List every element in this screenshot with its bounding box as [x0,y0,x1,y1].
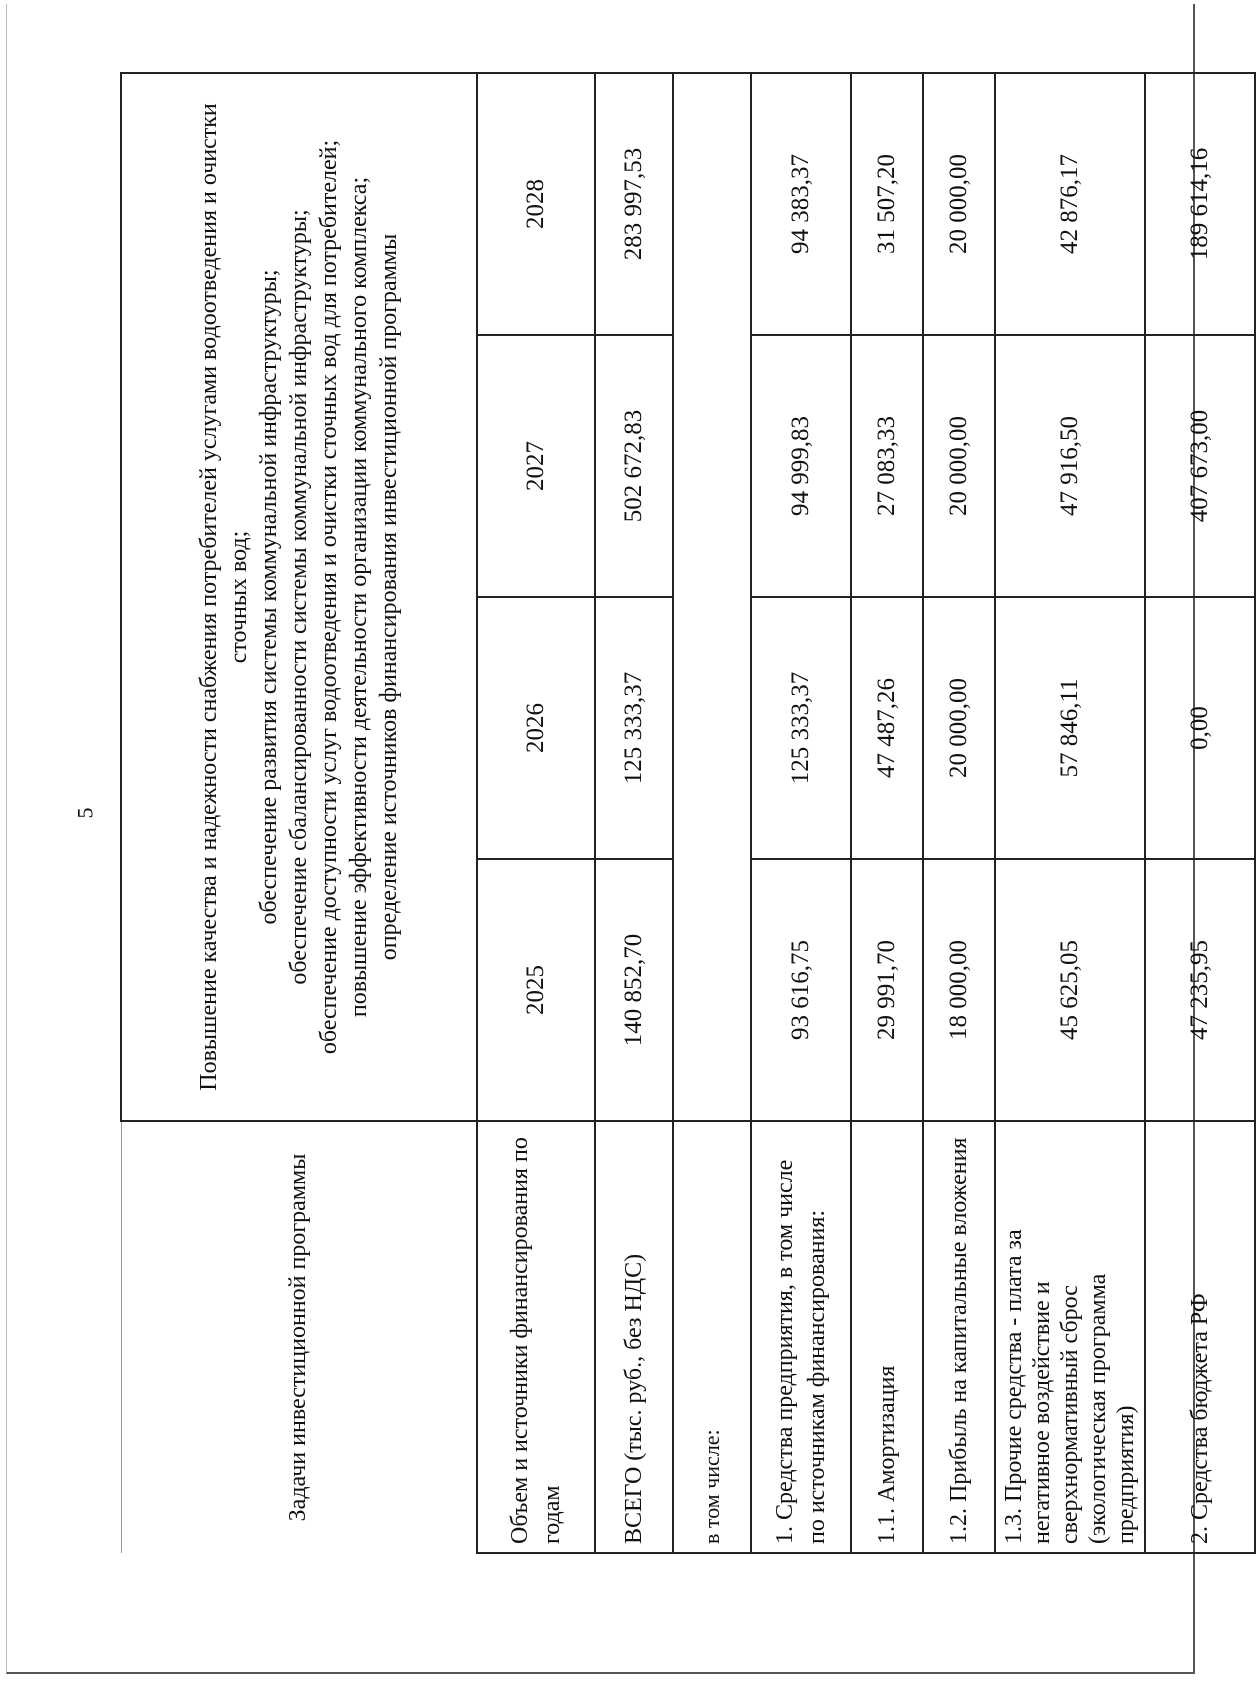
cell-value: 18 000,00 [923,859,995,1121]
year-2025: 2025 [477,859,595,1121]
year-2027: 2027 [477,335,595,597]
cell-value: 20 000,00 [923,335,995,597]
table-row [851,73,923,1553]
task-line: обеспечение сбалансированности системы коммунальной инфраструктуры; [286,209,312,985]
task-line: обеспечение развития системы коммунальной инфраструктуры; [256,269,282,925]
task-line: повышение эффективности деятельности организации коммунального комплекса; [346,176,372,1018]
year-2026: 2026 [477,597,595,859]
table-row [595,73,673,1553]
cell-value: 47 235,95 [1145,859,1255,1121]
task-line: обеспечение доступности услуг водоотведения и очистки сточных вод для потребителей; [316,139,342,1055]
table-row [1145,73,1255,1553]
cell-value: 407 673,00 [1145,335,1255,597]
table-row [673,73,751,1553]
cell-value: 189 614,16 [1145,73,1255,335]
cell-value: 47 487,26 [851,597,923,859]
cell-value: 94 999,83 [751,335,851,597]
table-row [751,73,851,1553]
cell-value: 125 333,37 [751,597,851,859]
row-label: 1.3. Прочие средства - плата за негативное воздействие и сверхнормативный сброс (экологическая программа предприятия) [995,1121,1145,1553]
header-row [477,73,595,1553]
table-row [995,73,1145,1553]
row-label: 2. Средства бюджета РФ [1145,1121,1255,1553]
page-number: 5 [72,807,98,819]
cell-value: 31 507,20 [851,73,923,335]
cell-value: 0,00 [1145,597,1255,859]
rotated-table-block [120,74,1213,1554]
row-label: ВСЕГО (тыс. руб., без НДС) [595,1121,673,1553]
cell-value: 20 000,00 [923,73,995,335]
task-line: определение источников финансирования инвестиционной программы [376,233,402,961]
cell-value: 502 672,83 [595,335,673,597]
cell-value: 283 997,53 [595,73,673,335]
tasks-label: Задачи инвестиционной программы [121,1121,477,1553]
cell-value: 20 000,00 [923,597,995,859]
cell-value: 42 876,17 [995,73,1145,335]
year-2028: 2028 [477,73,595,335]
investment-program-table [120,72,1256,1554]
task-line: Повышение качества и надежности снабжения потребителей услугами водоотведения и очистки сточных вод; [196,103,252,1091]
table-row [923,73,995,1553]
cell-value: 93 616,75 [751,859,851,1121]
cell-value: 57 846,11 [995,597,1145,859]
row-label: в том числе: [673,1121,751,1553]
row-label: 1.1. Амортизация [851,1121,923,1553]
cell-value: 29 991,70 [851,859,923,1121]
cell-value: 45 625,05 [995,859,1145,1121]
cell-value: 140 852,70 [595,859,673,1121]
empty-cell [673,73,751,1121]
row-label: 1. Средства предприятия, в том числе по источникам финансирования: [751,1121,851,1553]
cell-value: 125 333,37 [595,597,673,859]
cell-value: 94 383,37 [751,73,851,335]
row-label: 1.2. Прибыль на капитальные вложения [923,1121,995,1553]
cell-value: 47 916,50 [995,335,1145,597]
tasks-row [121,73,477,1553]
cell-value: 27 083,33 [851,335,923,597]
header-label: Объем и источники финансирования по годам [477,1121,595,1553]
tasks-text [121,73,477,1121]
